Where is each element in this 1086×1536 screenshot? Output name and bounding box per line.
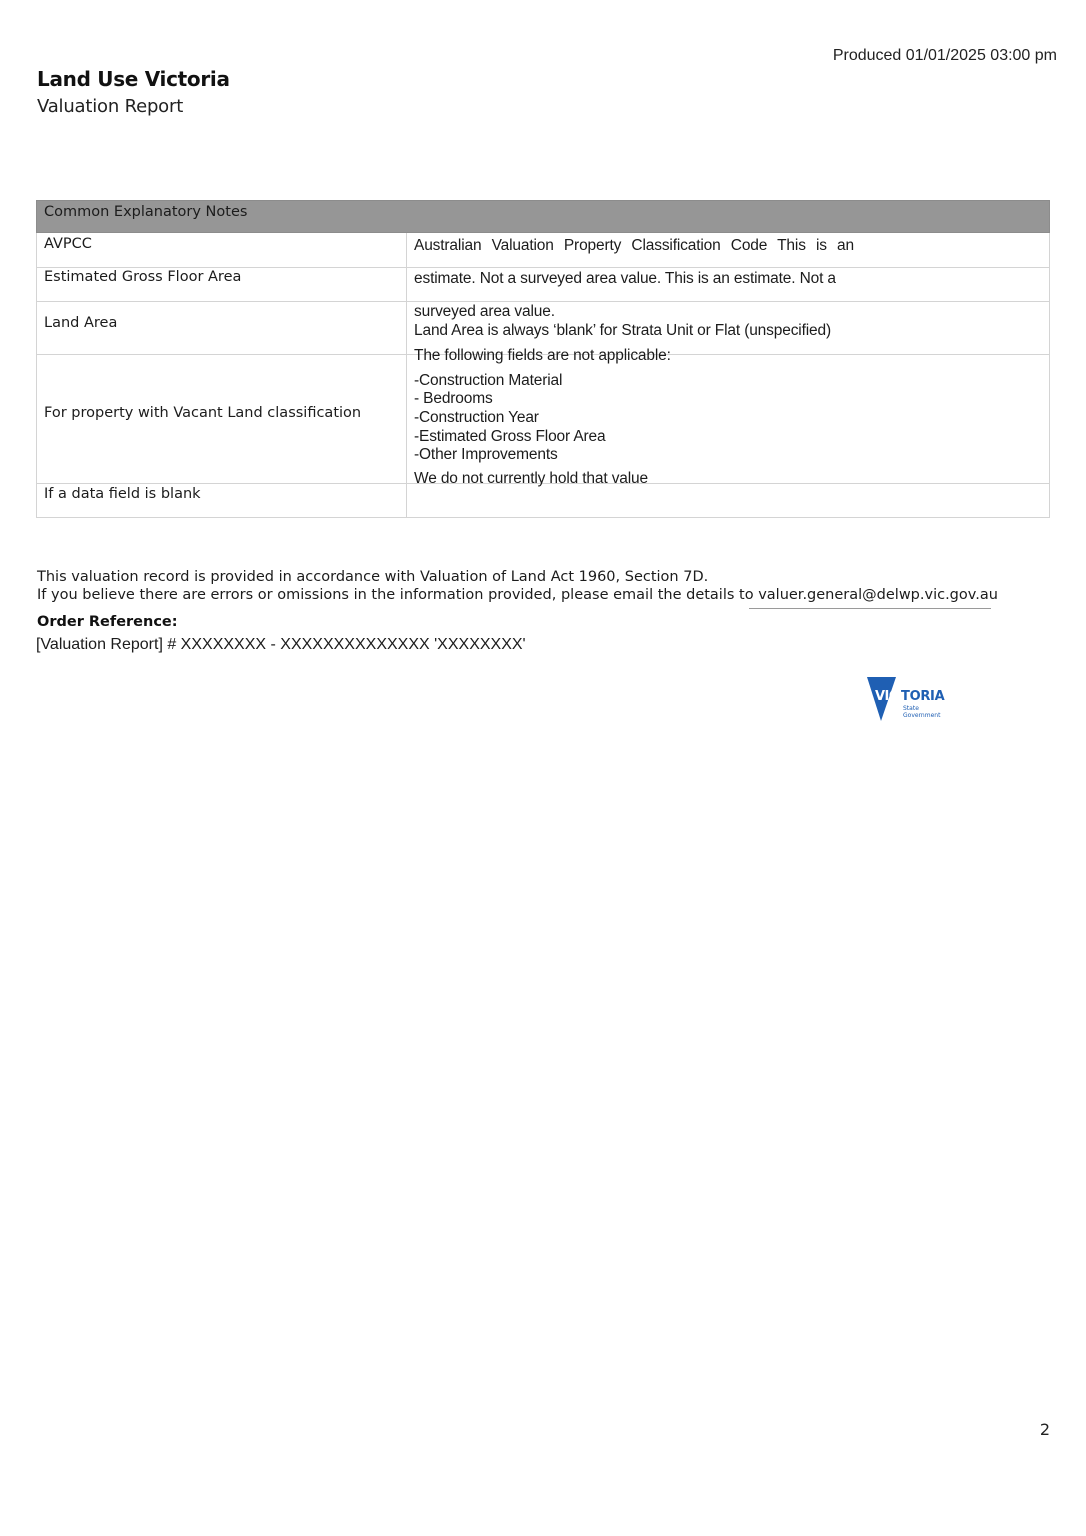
statement-line-2-text: If you believe there are errors or omissions in the information provided, please email the details to — [37, 587, 759, 603]
svg-text:State: State — [903, 705, 919, 712]
organisation-name: Land Use Victoria — [37, 67, 230, 91]
row-divider — [36, 301, 1050, 302]
description-line: surveyed area value. — [414, 303, 555, 320]
description-line: Land Area is always ‘blank’ for Strata Unit or Flat (unspecified) — [414, 322, 831, 339]
email-link[interactable]: valuer.general@delwp.vic.gov.au — [758, 587, 998, 603]
description-line: - Bedrooms — [414, 390, 493, 407]
svg-text:VIC: VIC — [875, 689, 898, 704]
description-line: estimate. Not a surveyed area value. This is an estimate. Not a — [414, 270, 836, 287]
svg-text:TORIA: TORIA — [901, 689, 945, 704]
description-line: -Construction Year — [414, 409, 539, 426]
produced-timestamp: Produced 01/01/2025 03:00 pm — [832, 47, 1057, 64]
term-avpcc: AVPCC — [44, 236, 92, 252]
report-title: Valuation Report — [37, 96, 184, 117]
victoria-state-government-logo — [866, 675, 948, 723]
column-divider — [406, 233, 407, 518]
svg-text:Government: Government — [903, 712, 941, 719]
order-reference-value: [Valuation Report] # XXXXXXXX - XXXXXXXXXXXXXX 'XXXXXXXX' — [36, 636, 526, 653]
notes-table-header — [36, 200, 1050, 233]
term-vacant-land: For property with Vacant Land classification — [44, 405, 362, 421]
term-estimated-gross-floor-area: Estimated Gross Floor Area — [44, 269, 242, 285]
order-reference-label: Order Reference: — [37, 614, 178, 630]
explanatory-notes-table — [36, 200, 1050, 518]
description-line: -Construction Material — [414, 372, 563, 389]
statement-line-2 — [37, 586, 998, 604]
statement-line-1: This valuation record is provided in accordance with Valuation of Land Act 1960, Section 7D. — [37, 569, 709, 585]
column-divider — [36, 233, 37, 518]
term-land-area: Land Area — [44, 315, 118, 331]
legal-statement — [37, 568, 998, 604]
description-line: We do not currently hold that value — [414, 470, 648, 487]
term-blank-field: If a data field is blank — [44, 486, 201, 502]
row-divider — [36, 517, 1050, 518]
column-divider — [1049, 233, 1050, 518]
email-underline — [749, 608, 991, 609]
victoria-triangle-icon — [866, 675, 948, 723]
row-divider — [36, 267, 1050, 268]
description-line: -Estimated Gross Floor Area — [414, 428, 606, 445]
description-line: -Other Improvements — [414, 446, 558, 463]
notes-table-title: Common Explanatory Notes — [44, 204, 248, 220]
description-line: The following fields are not applicable: — [414, 347, 671, 364]
description-line: Australian Valuation Property Classification Code This is an — [414, 237, 854, 254]
page-number: 2 — [1039, 1420, 1050, 1439]
